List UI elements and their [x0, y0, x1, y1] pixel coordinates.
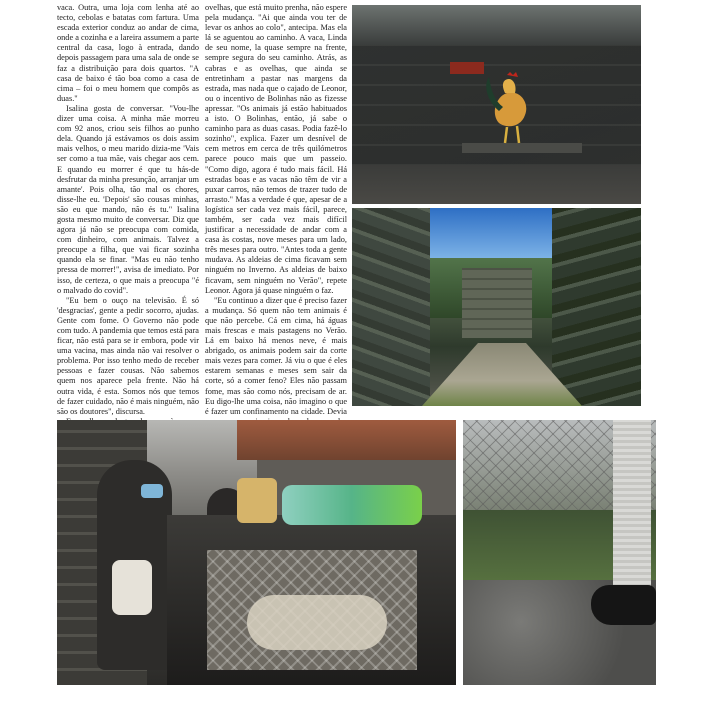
photo-boot-on-road: [463, 420, 656, 685]
rooster-figure: [477, 71, 537, 145]
photo-rooster-interior: [352, 5, 641, 204]
paragraph: Isalina gosta de conversar. "Vou-lhe dizer uma coisa. A minha mãe morreu com 92 anos, criou seis filhos ao punho dela. Quando já estávamos os dois assim mais velhos, o meu marido dizia-me 'Vais ser como a tua mãe, vais chegar aos cem. E quando eu morrer é que tu hás-de desfrutar da minha presunção, arranjar um amante'. Pois olha, tão mal os chores, disse-lhe eu. 'Depois' são cousas minhas, são eu que mando, não és tu." Isalina gosta mesmo muito de conversar. Diz que agora já não se preocupa com comida, com dinheiro, com animais. Talvez a preocupe a filha, que vai ficar sozinha quando ela se finar. "Mas eu não tenho pressa de morrer!", avisa de imediato. Por isso, de certeza, o que mais a preocupa "é o malvado do covid".: [57, 103, 199, 295]
paragraph: "Eu bem o ouço na televisão. É só 'desgracias', gente a pedir socorro, ajudas. Gente com fome. O Governo não pode com tudo. A pandemia que temos está para ficar, não está para se ir embora, pode vir uma vacina, mas ainda não vai resolver o problema. Por isso tenho medo de receber pessoas e fazer cousas. Não sabemos quem nos aparece pela frente. Não há outra vida, é esta. Somos nós que temos de fazer cuidado, não é mais ninguém, não são os doutores", discursa.: [57, 295, 199, 416]
left-stone-wall: [352, 208, 430, 406]
white-sack: [112, 560, 152, 615]
photo-loading-car: [57, 420, 456, 685]
paragraph: "Eu continuo a dizer que é preciso fazer a mudança. Só quem não tem animais é que não percebe. Cá em cima, há águas mais frescas e mais pastagens no Verão. Lá em baixo há menos neve, é mais abrigado, os animais podem sair da corte mais vezes para comer. Já viu o que é eles estarem semanas e meses sem sair da corte, só a comer feno? Eles não passam fome, mas são como nós, precisam de ar. Eu digo-lhe uma coisa, não imagino o que é fazer um confinamento na cidade. Devia: [205, 295, 347, 416]
black-shoe: [591, 585, 656, 625]
green-bags: [282, 485, 422, 525]
paragraph: ovelhas, que está muito prenha, não espere pela mudança. "Ai que ainda vou ter de levar os anhos ao colo", antecipa. Mas ela lá se aguentou ao caminho. A vaca, Linda de seu nome, la quase sempre na frente, sempre segura do seu caminho. Atrás, as cabras e as ovelhas, que ainda se entretinham a pastar nas margens da estrada, mas nada que o cajado de Leonor, ou o incentivo de Bolinhas não as fizesse apressar. "Os animais já estão habituados a isto. O Bolinhas, então, já sabe o caminho para as duas casas. Podia fazê-lo sozinho", explica. Fazer um desnível de cem metros em cerca de três quilómetros parece pouco mais que um passeio. "Como digo, agora é tudo mais fácil. Há estradas boas e as vacas não têm de vir a puxar carros, não temos de trazer tudo de arrasto." Mas a verdade é que, apesar de a logística ser cada vez mais fácil, parece, também, ser cada vez mais difícil justificar a necessidade de andar com a casa às costas, nove meses para um lado, três meses para outro. "Antes toda a gente mudava. As aldeias de cima ficavam sem ninguém no Inverno. As aldeias de baixo ficavam, sem ninguém no Verão", repete Leonor. Agora já quase ninguém o faz.: [205, 3, 347, 295]
right-stone-wall: [552, 208, 641, 406]
face-mask-left: [141, 484, 163, 498]
photo-stone-alley: [352, 208, 641, 406]
sock-leg: [613, 420, 651, 590]
paragraph: vaca. Outra, uma loja com lenha até ao tecto, cebolas e batatas com fartura. Uma escada exterior conduz ao andar de cima, onde a cozinha e a lareira assumem a parte central da casa, logo à entrada, dando depois passagem para uma sala de onde se faz a distribuição para dois quartos. "A casa de baixo é tão boa como a casa de cima – foi o meu homem que compôs as duas.": [57, 3, 199, 103]
stone-house: [462, 268, 532, 338]
window-light: [352, 5, 641, 45]
animals-in-cage: [247, 595, 387, 650]
house-roof: [237, 420, 456, 460]
floor: [352, 165, 641, 204]
article-column-2: [205, 3, 347, 416]
article-column-1: [57, 3, 199, 416]
yellow-bag: [237, 478, 277, 523]
